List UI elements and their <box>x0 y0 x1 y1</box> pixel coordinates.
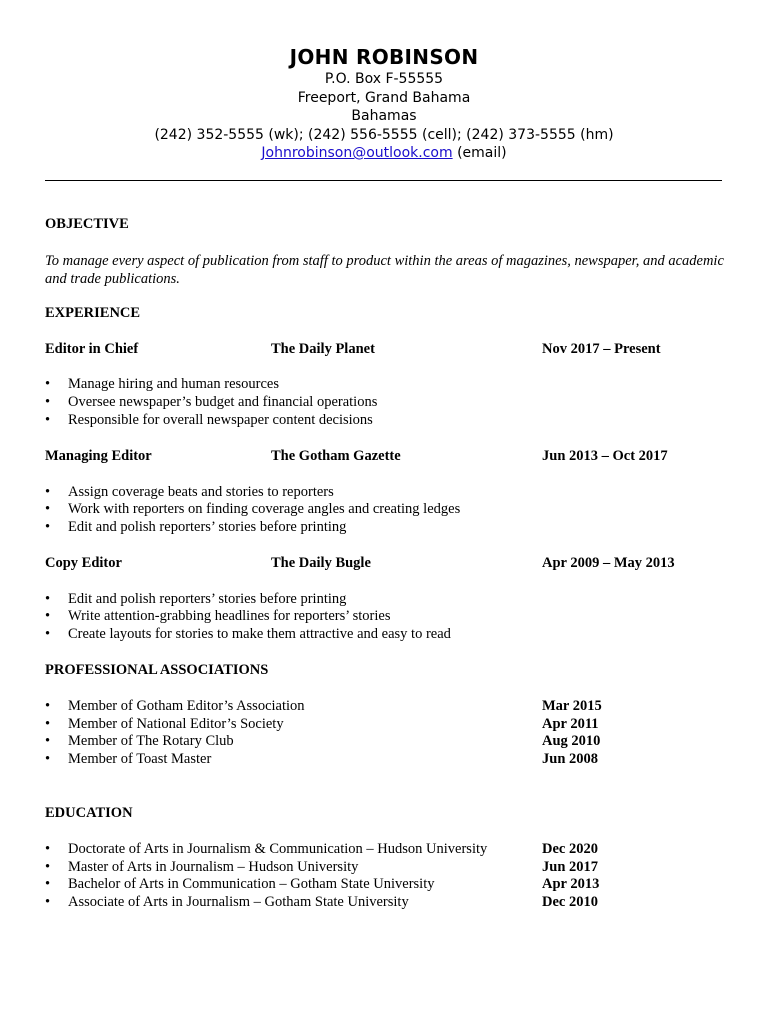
candidate-name: JOHN ROBINSON <box>289 45 479 69</box>
email-suffix: (email) <box>452 145 507 161</box>
bullet-icon: • <box>45 626 51 642</box>
objective-text: To manage every aspect of publication from staff to product within the areas of magazines, newspaper, and academic and trade publications. <box>45 253 724 287</box>
bullet-icon: • <box>45 376 51 392</box>
list-item: Responsible for overall newspaper content decisions <box>68 412 373 428</box>
education-date: Jun 2017 <box>542 859 599 875</box>
bullet-icon: • <box>45 412 51 428</box>
list-item: Write attention-grabbing headlines for reporters’ stories <box>68 608 391 624</box>
association-date: Apr 2011 <box>542 716 599 732</box>
job-title: Editor in Chief <box>45 341 139 357</box>
phone-numbers: (242) 352-5555 (wk); (242) 556-5555 (cell); (242) 373-5555 (hm) <box>154 126 614 143</box>
job-title: Managing Editor <box>45 448 152 464</box>
list-item: Manage hiring and human resources <box>68 376 279 392</box>
resume-header <box>0 44 768 163</box>
job-company: The Daily Bugle <box>271 555 371 571</box>
bullet-icon: • <box>45 591 51 607</box>
list-item: Edit and polish reporters’ stories before printing <box>68 519 347 535</box>
list-item: Member of Toast Master <box>68 751 212 767</box>
email-link[interactable]: Johnrobinson@outlook.com <box>261 145 453 161</box>
email-line <box>0 144 768 163</box>
list-item: Create layouts for stories to make them attractive and easy to read <box>68 626 451 642</box>
bullet-icon: • <box>45 841 51 857</box>
job-company: The Gotham Gazette <box>271 448 401 464</box>
bullet-icon: • <box>45 519 51 535</box>
association-date: Mar 2015 <box>542 698 602 714</box>
education-heading: EDUCATION <box>45 805 133 821</box>
job-dates: Jun 2013 – Oct 2017 <box>542 448 668 464</box>
job-company: The Daily Planet <box>271 341 375 357</box>
list-item: Oversee newspaper’s budget and financial operations <box>68 394 378 410</box>
list-item: Bachelor of Arts in Communication – Gotham State University <box>68 876 435 892</box>
education-date: Dec 2010 <box>542 894 598 910</box>
list-item: Member of National Editor’s Society <box>68 716 284 732</box>
list-item: Master of Arts in Journalism – Hudson University <box>68 859 359 875</box>
experience-heading: EXPERIENCE <box>45 305 141 321</box>
list-item: Associate of Arts in Journalism – Gotham State University <box>68 894 409 910</box>
list-item: Assign coverage beats and stories to reporters <box>68 484 334 500</box>
address-line-2: Freeport, Grand Bahama <box>297 89 471 106</box>
header-divider <box>45 180 722 181</box>
job-dates: Apr 2009 – May 2013 <box>542 555 675 571</box>
bullet-icon: • <box>45 698 51 714</box>
associations-heading: PROFESSIONAL ASSOCIATIONS <box>45 662 269 678</box>
education-date: Apr 2013 <box>542 876 600 892</box>
bullet-icon: • <box>45 608 51 624</box>
objective-heading: OBJECTIVE <box>45 216 129 232</box>
education-date: Dec 2020 <box>542 841 598 857</box>
job-title: Copy Editor <box>45 555 122 571</box>
list-item: Work with reporters on finding coverage angles and creating ledges <box>68 501 461 517</box>
list-item: Member of The Rotary Club <box>68 733 234 749</box>
bullet-icon: • <box>45 484 51 500</box>
bullet-icon: • <box>45 859 51 875</box>
list-item: Doctorate of Arts in Journalism & Communication – Hudson University <box>68 841 488 857</box>
bullet-icon: • <box>45 894 51 910</box>
bullet-icon: • <box>45 394 51 410</box>
bullet-icon: • <box>45 876 51 892</box>
list-item: Edit and polish reporters’ stories before printing <box>68 591 347 607</box>
bullet-icon: • <box>45 751 51 767</box>
address-line-1: P.O. Box F-55555 <box>324 71 444 87</box>
address-line-3: Bahamas <box>351 108 417 124</box>
bullet-icon: • <box>45 501 51 517</box>
list-item: Member of Gotham Editor’s Association <box>68 698 305 714</box>
association-date: Aug 2010 <box>542 733 601 749</box>
bullet-icon: • <box>45 716 51 732</box>
association-date: Jun 2008 <box>542 751 599 767</box>
job-dates: Nov 2017 – Present <box>542 341 661 357</box>
bullet-icon: • <box>45 733 51 749</box>
